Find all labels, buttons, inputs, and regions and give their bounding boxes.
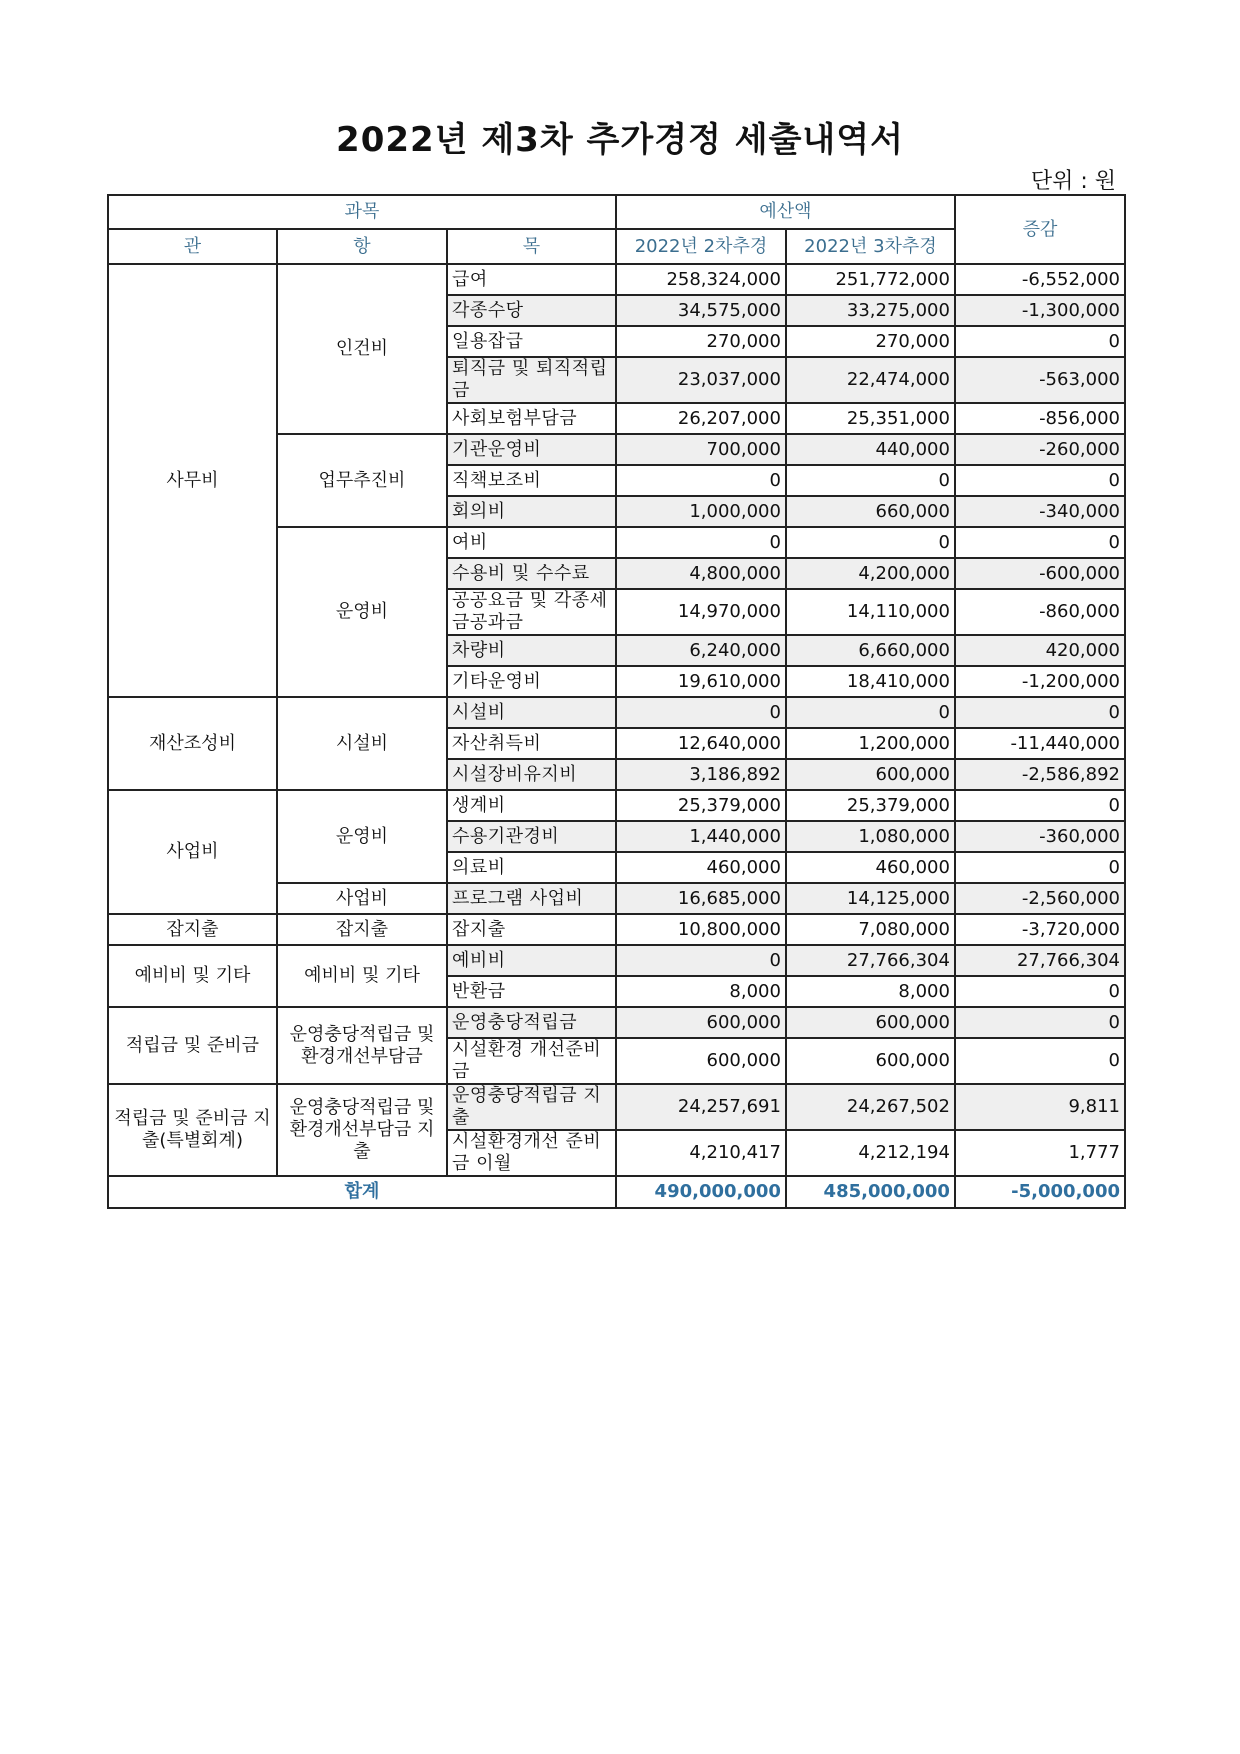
gwan-cell: 사업비	[108, 790, 277, 914]
budget-3rd-cell: 0	[786, 527, 955, 558]
header-row-1	[108, 195, 1125, 229]
budget-3rd-cell: 1,080,000	[786, 821, 955, 852]
budget-2nd-cell: 0	[616, 527, 786, 558]
change-cell: 0	[955, 326, 1125, 357]
table-row	[108, 264, 1125, 295]
gwan-cell: 잡지출	[108, 914, 277, 945]
change-cell: 420,000	[955, 635, 1125, 666]
table-row	[108, 945, 1125, 976]
change-cell: 9,811	[955, 1084, 1125, 1130]
total-budget-2nd: 490,000,000	[616, 1176, 786, 1208]
budget-3rd-cell: 18,410,000	[786, 666, 955, 697]
gwan-cell: 재산조성비	[108, 697, 277, 790]
mok-cell: 직책보조비	[447, 465, 616, 496]
budget-3rd-cell: 460,000	[786, 852, 955, 883]
header-col3: 2022년 3차추경	[786, 229, 955, 264]
budget-3rd-cell: 25,351,000	[786, 403, 955, 434]
mok-cell: 생계비	[447, 790, 616, 821]
mok-cell: 예비비	[447, 945, 616, 976]
budget-3rd-cell: 600,000	[786, 1038, 955, 1084]
table-row	[108, 1007, 1125, 1038]
change-cell: 0	[955, 697, 1125, 728]
budget-2nd-cell: 24,257,691	[616, 1084, 786, 1130]
table-row	[108, 790, 1125, 821]
mok-cell: 사회보험부담금	[447, 403, 616, 434]
change-cell: 27,766,304	[955, 945, 1125, 976]
mok-cell: 자산취득비	[447, 728, 616, 759]
hang-cell: 업무추진비	[277, 434, 447, 527]
change-cell: -1,300,000	[955, 295, 1125, 326]
mok-cell: 시설환경 개선준비금	[447, 1038, 616, 1084]
budget-3rd-cell: 7,080,000	[786, 914, 955, 945]
total-change: -5,000,000	[955, 1176, 1125, 1208]
change-cell: -360,000	[955, 821, 1125, 852]
budget-2nd-cell: 19,610,000	[616, 666, 786, 697]
change-cell: -1,200,000	[955, 666, 1125, 697]
header-budget: 예산액	[616, 195, 955, 229]
budget-2nd-cell: 8,000	[616, 976, 786, 1007]
budget-2nd-cell: 12,640,000	[616, 728, 786, 759]
budget-table	[107, 194, 1126, 1209]
mok-cell: 운영충당적립금	[447, 1007, 616, 1038]
budget-2nd-cell: 0	[616, 697, 786, 728]
hang-cell: 사업비	[277, 883, 447, 914]
mok-cell: 차량비	[447, 635, 616, 666]
change-cell: -11,440,000	[955, 728, 1125, 759]
change-cell: -563,000	[955, 357, 1125, 403]
budget-2nd-cell: 4,210,417	[616, 1130, 786, 1176]
budget-3rd-cell: 0	[786, 697, 955, 728]
table-row	[108, 1084, 1125, 1130]
budget-3rd-cell: 0	[786, 465, 955, 496]
budget-2nd-cell: 1,440,000	[616, 821, 786, 852]
change-cell: 1,777	[955, 1130, 1125, 1176]
hang-cell: 운영충당적립금 및 환경개선부담금 지출	[277, 1084, 447, 1176]
table-row	[108, 697, 1125, 728]
change-cell: -260,000	[955, 434, 1125, 465]
budget-2nd-cell: 700,000	[616, 434, 786, 465]
change-cell: 0	[955, 1038, 1125, 1084]
budget-3rd-cell: 25,379,000	[786, 790, 955, 821]
budget-3rd-cell: 24,267,502	[786, 1084, 955, 1130]
mok-cell: 회의비	[447, 496, 616, 527]
budget-3rd-cell: 14,125,000	[786, 883, 955, 914]
budget-3rd-cell: 22,474,000	[786, 357, 955, 403]
hang-cell: 시설비	[277, 697, 447, 790]
budget-3rd-cell: 8,000	[786, 976, 955, 1007]
budget-3rd-cell: 1,200,000	[786, 728, 955, 759]
budget-2nd-cell: 270,000	[616, 326, 786, 357]
mok-cell: 일용잡급	[447, 326, 616, 357]
mok-cell: 급여	[447, 264, 616, 295]
total-label: 합계	[108, 1176, 616, 1208]
gwan-cell: 사무비	[108, 264, 277, 697]
change-cell: -3,720,000	[955, 914, 1125, 945]
budget-2nd-cell: 26,207,000	[616, 403, 786, 434]
change-cell: -860,000	[955, 589, 1125, 635]
hang-cell: 인건비	[277, 264, 447, 434]
mok-cell: 시설비	[447, 697, 616, 728]
mok-cell: 프로그램 사업비	[447, 883, 616, 914]
budget-2nd-cell: 14,970,000	[616, 589, 786, 635]
mok-cell: 반환금	[447, 976, 616, 1007]
change-cell: -2,560,000	[955, 883, 1125, 914]
mok-cell: 퇴직금 및 퇴직적립금	[447, 357, 616, 403]
budget-2nd-cell: 25,379,000	[616, 790, 786, 821]
change-cell: 0	[955, 465, 1125, 496]
mok-cell: 시설환경개선 준비금 이월	[447, 1130, 616, 1176]
total-budget-3rd: 485,000,000	[786, 1176, 955, 1208]
change-cell: 0	[955, 790, 1125, 821]
gwan-cell: 적립금 및 준비금	[108, 1007, 277, 1084]
hang-cell: 운영비	[277, 790, 447, 883]
budget-2nd-cell: 4,800,000	[616, 558, 786, 589]
budget-2nd-cell: 6,240,000	[616, 635, 786, 666]
budget-2nd-cell: 23,037,000	[616, 357, 786, 403]
budget-3rd-cell: 660,000	[786, 496, 955, 527]
mok-cell: 운영충당적립금 지출	[447, 1084, 616, 1130]
header-col2: 2022년 2차추경	[616, 229, 786, 264]
mok-cell: 시설장비유지비	[447, 759, 616, 790]
budget-3rd-cell: 600,000	[786, 759, 955, 790]
mok-cell: 수용기관경비	[447, 821, 616, 852]
budget-2nd-cell: 1,000,000	[616, 496, 786, 527]
header-mok: 목	[447, 229, 616, 264]
budget-3rd-cell: 14,110,000	[786, 589, 955, 635]
change-cell: -2,586,892	[955, 759, 1125, 790]
mok-cell: 기타운영비	[447, 666, 616, 697]
budget-2nd-cell: 10,800,000	[616, 914, 786, 945]
budget-2nd-cell: 3,186,892	[616, 759, 786, 790]
page-title: 2022년 제3차 추가경정 세출내역서	[336, 120, 904, 160]
mok-cell: 수용비 및 수수료	[447, 558, 616, 589]
header-gwamok: 과목	[108, 195, 616, 229]
total-row	[108, 1176, 1125, 1208]
header-hang: 항	[277, 229, 447, 264]
budget-3rd-cell: 251,772,000	[786, 264, 955, 295]
change-cell: -340,000	[955, 496, 1125, 527]
table-row	[108, 914, 1125, 945]
hang-cell: 잡지출	[277, 914, 447, 945]
budget-2nd-cell: 600,000	[616, 1007, 786, 1038]
budget-3rd-cell: 4,200,000	[786, 558, 955, 589]
budget-2nd-cell: 0	[616, 945, 786, 976]
mok-cell: 기관운영비	[447, 434, 616, 465]
hang-cell: 예비비 및 기타	[277, 945, 447, 1007]
change-cell: 0	[955, 527, 1125, 558]
budget-2nd-cell: 16,685,000	[616, 883, 786, 914]
change-cell: -600,000	[955, 558, 1125, 589]
unit-label: 단위 : 원	[1030, 169, 1116, 194]
budget-3rd-cell: 440,000	[786, 434, 955, 465]
gwan-cell: 예비비 및 기타	[108, 945, 277, 1007]
mok-cell: 공공요금 및 각종세금공과금	[447, 589, 616, 635]
mok-cell: 잡지출	[447, 914, 616, 945]
change-cell: 0	[955, 1007, 1125, 1038]
hang-cell: 운영비	[277, 527, 447, 697]
budget-3rd-cell: 6,660,000	[786, 635, 955, 666]
budget-2nd-cell: 258,324,000	[616, 264, 786, 295]
change-cell: 0	[955, 852, 1125, 883]
budget-3rd-cell: 270,000	[786, 326, 955, 357]
mok-cell: 각종수당	[447, 295, 616, 326]
change-cell: -6,552,000	[955, 264, 1125, 295]
header-gwan: 관	[108, 229, 277, 264]
change-cell: -856,000	[955, 403, 1125, 434]
mok-cell: 여비	[447, 527, 616, 558]
budget-2nd-cell: 460,000	[616, 852, 786, 883]
budget-3rd-cell: 4,212,194	[786, 1130, 955, 1176]
budget-3rd-cell: 600,000	[786, 1007, 955, 1038]
budget-3rd-cell: 27,766,304	[786, 945, 955, 976]
budget-2nd-cell: 600,000	[616, 1038, 786, 1084]
hang-cell: 운영충당적립금 및 환경개선부담금	[277, 1007, 447, 1084]
gwan-cell: 적립금 및 준비금 지출(특별회계)	[108, 1084, 277, 1176]
budget-2nd-cell: 0	[616, 465, 786, 496]
budget-2nd-cell: 34,575,000	[616, 295, 786, 326]
header-change: 증감	[955, 195, 1125, 264]
change-cell: 0	[955, 976, 1125, 1007]
mok-cell: 의료비	[447, 852, 616, 883]
budget-3rd-cell: 33,275,000	[786, 295, 955, 326]
